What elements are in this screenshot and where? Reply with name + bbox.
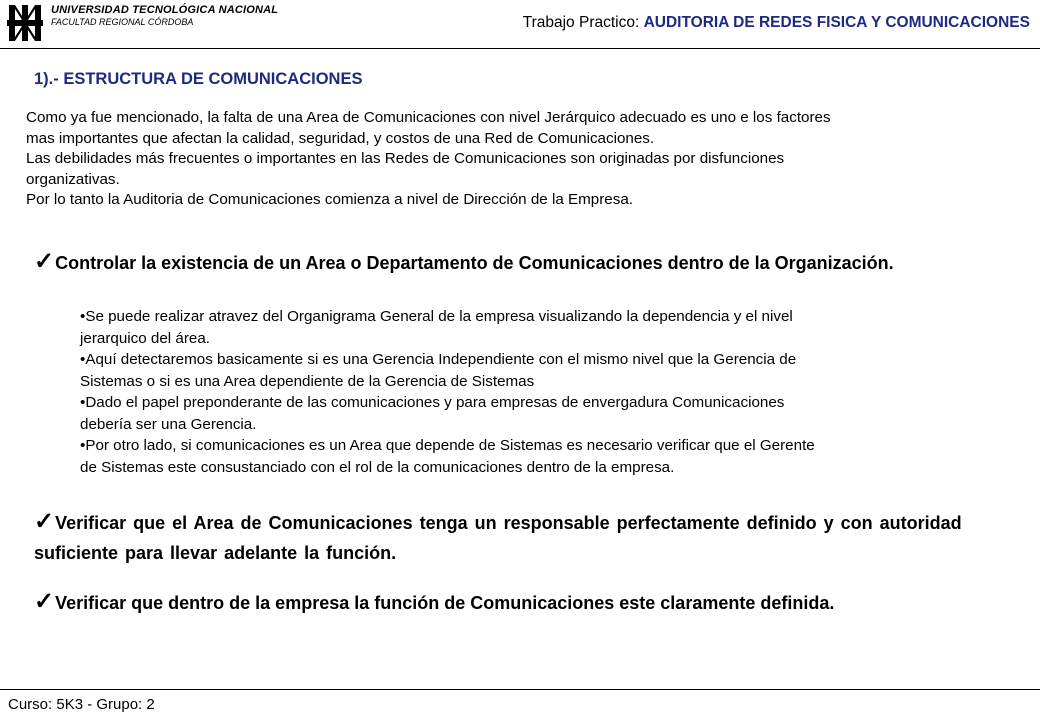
utn-logo-icon xyxy=(6,4,44,42)
bullet-list xyxy=(80,306,1020,478)
tp-prefix: Trabajo Practico: xyxy=(522,14,644,31)
intro-line: Las debilidades más frecuentes o importantes en las Redes de Comunicaciones son originadas por disfunciones xyxy=(26,150,785,167)
university-block xyxy=(51,5,278,27)
course-group-label: Curso: 5K3 - Grupo: 2 xyxy=(8,696,155,713)
bullet-line: debería ser una Gerencia. xyxy=(80,415,257,433)
check-item-text: Verificar que dentro de la empresa la función de Comunicaciones este claramente definida. xyxy=(55,593,835,613)
footer-divider xyxy=(0,689,1040,690)
section-title: 1).- ESTRUCTURA DE COMUNICACIONES xyxy=(34,70,363,88)
check-item-2 xyxy=(34,508,1024,568)
university-name: UNIVERSIDAD TECNOLÓGICA NACIONAL xyxy=(51,4,279,16)
checkmark-icon: ✓ xyxy=(34,508,55,535)
bullet-line: •Se puede realizar atravez del Organigrama General de la empresa visualizando la dependencia y el nivel xyxy=(80,308,793,325)
bullet-line: Sistemas o si es una Area dependiente de la Gerencia de Sistemas xyxy=(80,372,535,390)
check-item-text: Verificar que el Area de Comunicaciones tenga un responsable perfectamente definido y con autoridad suficiente para llevar adelante la función. xyxy=(34,513,962,563)
intro-line: Como ya fue mencionado, la falta de una Area de Comunicaciones con nivel Jerárquico adecuado es uno e los factores xyxy=(26,109,831,126)
check-item-text: Controlar la existencia de un Area o Departamento de Comunicaciones dentro de la Organización. xyxy=(55,253,894,273)
intro-line: mas importantes que afectan la calidad, seguridad, y costos de una Red de Comunicaciones. xyxy=(26,129,655,147)
checkmark-icon: ✓ xyxy=(34,248,55,275)
bullet-line: •Dado el papel preponderante de las comunicaciones y para empresas de envergadura Comunicaciones xyxy=(80,394,785,411)
check-item-1 xyxy=(34,250,1024,276)
checkmark-icon: ✓ xyxy=(34,588,55,615)
check-item-3 xyxy=(34,588,1024,618)
intro-paragraph xyxy=(26,108,1031,211)
tp-title xyxy=(523,14,1030,32)
faculty-name: FACULTAD REGIONAL CÓRDOBA xyxy=(51,17,194,27)
tp-subject: AUDITORIA DE REDES FISICA Y COMUNICACIONES xyxy=(643,14,1030,31)
intro-line: Por lo tanto la Auditoria de Comunicaciones comienza a nivel de Dirección de la Empresa. xyxy=(26,191,633,208)
bullet-line: de Sistemas este consustanciado con el rol de la comunicaciones dentro de la empresa. xyxy=(80,458,675,476)
bullet-line: •Por otro lado, si comunicaciones es un Area que depende de Sistemas es necesario verificar que el Gerente xyxy=(80,437,815,454)
intro-line: organizativas. xyxy=(26,170,120,188)
bullet-line: jerarquico del área. xyxy=(80,329,211,347)
header-divider xyxy=(0,48,1040,49)
bullet-line: •Aquí detectaremos basicamente si es una Gerencia Independiente con el mismo nivel que la Gerencia de xyxy=(80,351,797,368)
